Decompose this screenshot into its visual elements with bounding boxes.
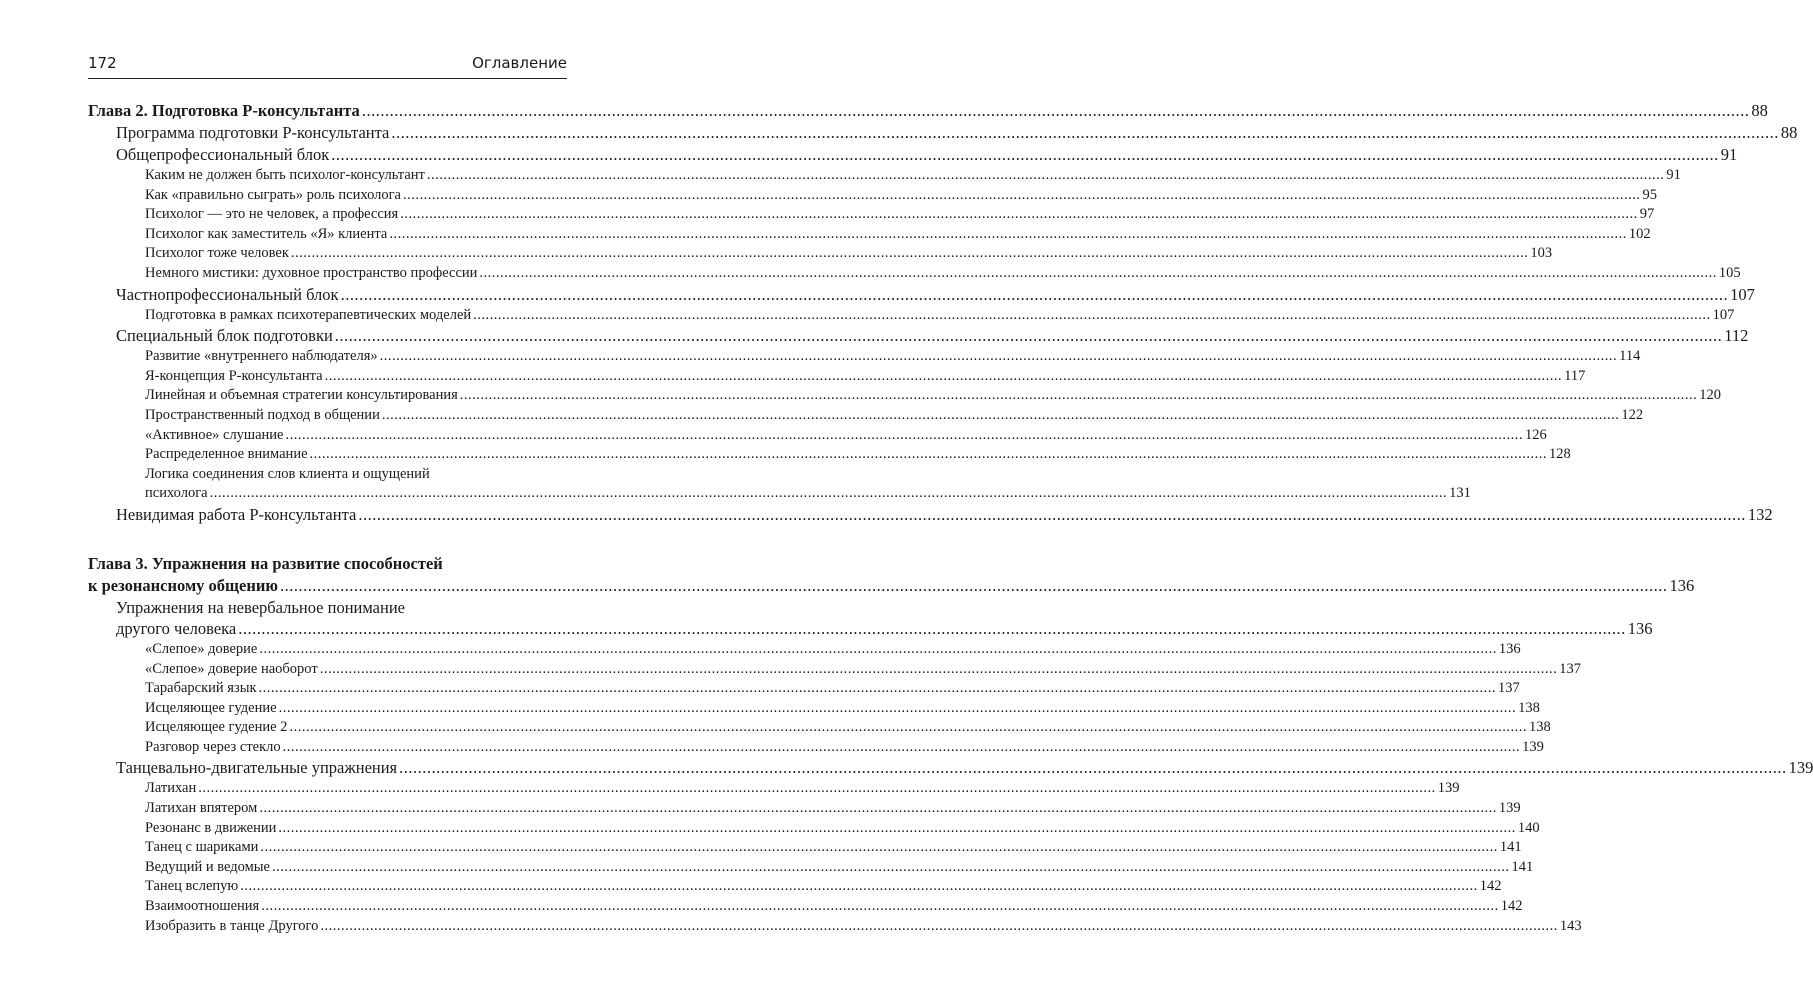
toc-page-number: 138 [1518,699,1540,716]
toc-section-title-line: Упражнения на невербальное понимание [116,597,405,617]
dot-leader: ............................................................................................................................................................................................................................................................................................................ [279,575,1668,595]
dot-leader: ............................................................................................................................................................................................................................................................................................................ [259,640,1497,657]
toc-entry-title: Каким не должен быть психолог-консультант [145,167,425,183]
toc-entry-title: Психолог как заместитель «Я» клиента [145,225,388,242]
dot-leader: ............................................................................................................................................................................................................................................................................................................ [459,387,1698,404]
toc-page-number: 114 [1619,348,1641,365]
toc-page-number: 88 [1780,123,1798,142]
toc-page-number: 136 [1627,618,1653,638]
toc-page-number: 141 [1499,839,1522,856]
toc-subsection[interactable] [88,264,1741,284]
toc-subsection[interactable] [88,819,1540,839]
toc-entry-title: Невидимая работа Р-консультанта [116,504,357,524]
dot-leader: ............................................................................................................................................................................................................................................................................................................ [334,326,1723,346]
toc-entry-title: Психолог тоже человек [145,245,289,262]
toc-page-number: 91 [1666,167,1681,183]
toc-page-number: 139 [1788,758,1813,778]
toc-entry-title: Подготовка в рамках психотерапевтических моделей [145,306,472,323]
toc-subsection[interactable] [88,660,1581,680]
toc-entry-title: Резонанс в движении [145,819,277,836]
toc-entry-title: Программа подготовки Р-консультанта [116,123,390,142]
toc-subsection[interactable] [88,186,1657,206]
dot-leader: ............................................................................................................................................................................................................................................................................................................ [278,699,1517,716]
toc-section[interactable] [88,757,1813,779]
toc-page-number: 120 [1699,387,1722,404]
dot-leader: ............................................................................................................................................................................................................................................................................................................ [391,123,1779,142]
toc-subsection[interactable] [88,779,1460,799]
toc-subsection[interactable] [88,858,1534,878]
toc-page-number: 143 [1559,917,1582,934]
toc-entry-title: психолога [145,485,208,502]
dot-leader: ............................................................................................................................................................................................................................................................................................................ [258,680,1496,697]
toc-subsection[interactable] [88,426,1547,446]
toc-section[interactable] [88,122,1798,144]
toc-entry-title: Пространственный подход в общении [145,406,380,423]
toc-page-number: 128 [1549,446,1571,463]
toc-page-number: 137 [1498,680,1520,697]
running-title: Оглавление [472,54,567,72]
toc-page-number: 139 [1498,800,1521,817]
toc-page-number: 142 [1500,898,1523,915]
dot-leader: ............................................................................................................................................................................................................................................................................................................ [260,839,1498,856]
toc-entry-title: Частнопрофессиональный блок [116,284,339,304]
dot-leader: ............................................................................................................................................................................................................................................................................................................ [399,758,1787,778]
dot-leader: ............................................................................................................................................................................................................................................................................................................ [289,719,1527,736]
toc-page-number: 107 [1712,306,1735,323]
toc-page-number: 105 [1718,264,1741,281]
toc-entry-title: Немного мистики: духовное пространство профессии [145,264,478,281]
toc-entry-title: Танец с шариками [145,839,259,856]
toc-page-number: 141 [1511,858,1534,875]
dot-leader: ............................................................................................................................................................................................................................................................................................................ [331,145,1719,164]
toc-entry-title: Психолог — это не человек, а профессия [145,206,399,223]
chapter-spacer [88,526,569,553]
toc-entry-title: Латихан [145,780,197,797]
toc-subsection[interactable] [88,347,1641,367]
dot-leader: ............................................................................................................................................................................................................................................................................................................ [400,206,1638,223]
toc-page-number: 132 [1747,504,1773,524]
toc-page-number: 107 [1730,284,1755,304]
toc-chapter[interactable] [88,100,1768,122]
toc-section[interactable] [88,144,1738,166]
toc-subsection[interactable] [88,699,1540,719]
toc-subsection[interactable] [88,445,1571,465]
dot-leader: ............................................................................................................................................................................................................................................................................................................ [271,858,1510,875]
toc-entry-title: Общепрофессиональный блок [116,145,330,164]
dot-leader: ............................................................................................................................................................................................................................................................................................................ [473,306,1711,323]
page-number: 172 [88,54,117,72]
toc-subsection[interactable] [88,897,1523,917]
toc-chapter[interactable] [88,575,1695,597]
toc-entry-title: «Слепое» доверие наоборот [145,660,318,677]
toc-page-number: 122 [1621,406,1644,423]
toc-page-number: 131 [1449,485,1471,502]
dot-leader: ............................................................................................................................................................................................................................................................................................................ [240,878,1478,895]
dot-leader: ............................................................................................................................................................................................................................................................................................................ [309,446,1548,463]
toc-entry-title: Разговор через стекло [145,738,281,755]
toc-subsection[interactable] [88,799,1521,819]
toc-subsection[interactable] [88,367,1586,387]
toc-subsection[interactable] [88,386,1722,406]
toc-entry-title: «Слепое» доверие [145,640,258,657]
toc-subsection[interactable] [88,738,1544,758]
dot-leader: ............................................................................................................................................................................................................................................................................................................ [261,898,1499,915]
toc-page-number: 112 [1724,326,1749,346]
dot-leader: ............................................................................................................................................................................................................................................................................................................ [381,406,1620,423]
toc-subsection[interactable] [88,166,1681,186]
dot-leader: ............................................................................................................................................................................................................................................................................................................ [290,245,1529,262]
toc-entry-title: Распределенное внимание [145,446,308,463]
toc-entry-title: Латихан впятером [145,800,258,817]
dot-leader: ............................................................................................................................................................................................................................................................................................................ [259,800,1497,817]
toc-page-number: 136 [1669,575,1695,595]
toc-entry-title: Ведущий и ведомые [145,858,270,875]
dot-leader: ............................................................................................................................................................................................................................................................................................................ [198,780,1436,797]
dot-leader: ............................................................................................................................................................................................................................................................................................................ [361,101,1750,120]
toc-entry-title: Взаимоотношения [145,898,260,915]
toc-subsection[interactable] [88,718,1551,738]
toc-page-number: 117 [1564,367,1586,384]
dot-leader: ............................................................................................................................................................................................................................................................................................................ [282,738,1521,755]
table-of-contents [88,100,1813,936]
toc-entry-title: Тарабарский язык [145,680,257,697]
dot-leader: ............................................................................................................................................................................................................................................................................................................ [285,426,1523,443]
toc-entry-title: Танцевально-двигательные упражнения [116,758,398,778]
toc-page-number: 136 [1498,640,1521,657]
toc-page-number: 88 [1751,101,1768,120]
toc-entry-title: Линейная и объемная стратегии консультирования [145,387,458,404]
toc-section[interactable] [88,325,1749,347]
toc-page-number: 139 [1437,780,1460,797]
toc-entry-title: Глава 2. Подготовка Р-консультанта [88,101,360,120]
toc-page-number: 140 [1517,819,1540,836]
dot-leader: ............................................................................................................................................................................................................................................................................................................ [238,618,1626,638]
toc-page-number: 97 [1639,206,1655,223]
toc-page-number: 126 [1525,426,1547,443]
toc-entry-title: Как «правильно сыграть» роль психолога [145,186,401,203]
toc-subsection[interactable] [88,205,1655,225]
dot-leader: ............................................................................................................................................................................................................................................................................................................ [324,367,1563,384]
toc-page-number: 139 [1522,738,1544,755]
toc-section[interactable] [88,618,1653,640]
toc-page-number: 138 [1528,719,1551,736]
dot-leader: ............................................................................................................................................................................................................................................................................................................ [340,284,1729,304]
toc-page-number: 137 [1559,660,1581,677]
toc-entry-title: Танец вслепую [145,878,239,895]
dot-leader: ............................................................................................................................................................................................................................................................................................................ [320,917,1558,934]
toc-entry-title: «Активное» слушание [145,426,284,443]
toc-entry-title: другого человека [116,618,237,638]
toc-entry-title: Развитие «внутреннего наблюдателя» [145,348,378,365]
toc-subsection[interactable] [88,679,1520,699]
dot-leader: ............................................................................................................................................................................................................................................................................................................ [209,485,1448,502]
toc-subsection[interactable] [88,244,1553,264]
dot-leader: ............................................................................................................................................................................................................................................................................................................ [358,504,1746,524]
dot-leader: ............................................................................................................................................................................................................................................................................................................ [278,819,1516,836]
toc-entry-title: Исцеляющее гудение 2 [145,719,288,736]
dot-leader: ............................................................................................................................................................................................................................................................................................................ [389,225,1627,242]
toc-subsection[interactable] [88,877,1502,897]
toc-page-number: 91 [1720,145,1738,164]
toc-page-number: 103 [1530,245,1553,262]
toc-subsection[interactable] [88,917,1582,937]
dot-leader: ............................................................................................................................................................................................................................................................................................................ [319,660,1558,677]
dot-leader: ............................................................................................................................................................................................................................................................................................................ [426,167,1665,183]
toc-subsection[interactable] [88,225,1651,245]
toc-subsection[interactable] [88,406,1644,426]
toc-section[interactable] [88,504,1773,526]
dot-leader: ............................................................................................................................................................................................................................................................................................................ [379,348,1618,365]
toc-subsection[interactable] [88,838,1522,858]
dot-leader: ............................................................................................................................................................................................................................................................................................................ [479,264,1717,281]
toc-page-number: 102 [1628,225,1651,242]
toc-page-number: 142 [1479,878,1502,895]
toc-subsection-title-line: Логика соединения слов клиента и ощущений [145,465,430,482]
toc-page-number: 95 [1642,186,1657,203]
toc-entry-title: Изобразить в танце Другого [145,917,319,934]
toc-section[interactable] [88,284,1755,306]
toc-subsection[interactable] [88,484,1471,504]
toc-entry-title: Я-концепция Р-консультанта [145,367,323,384]
toc-entry-title: Исцеляющее гудение [145,699,277,716]
toc-chapter-title-line: Глава 3. Упражнения на развитие способностей [88,553,443,573]
dot-leader: ............................................................................................................................................................................................................................................................................................................ [403,186,1641,203]
toc-subsection[interactable] [88,306,1735,326]
running-header [88,52,567,79]
toc-entry-title: к резонансному общению [88,575,278,595]
toc-entry-title: Специальный блок подготовки [116,326,333,346]
toc-subsection[interactable] [88,640,1521,660]
